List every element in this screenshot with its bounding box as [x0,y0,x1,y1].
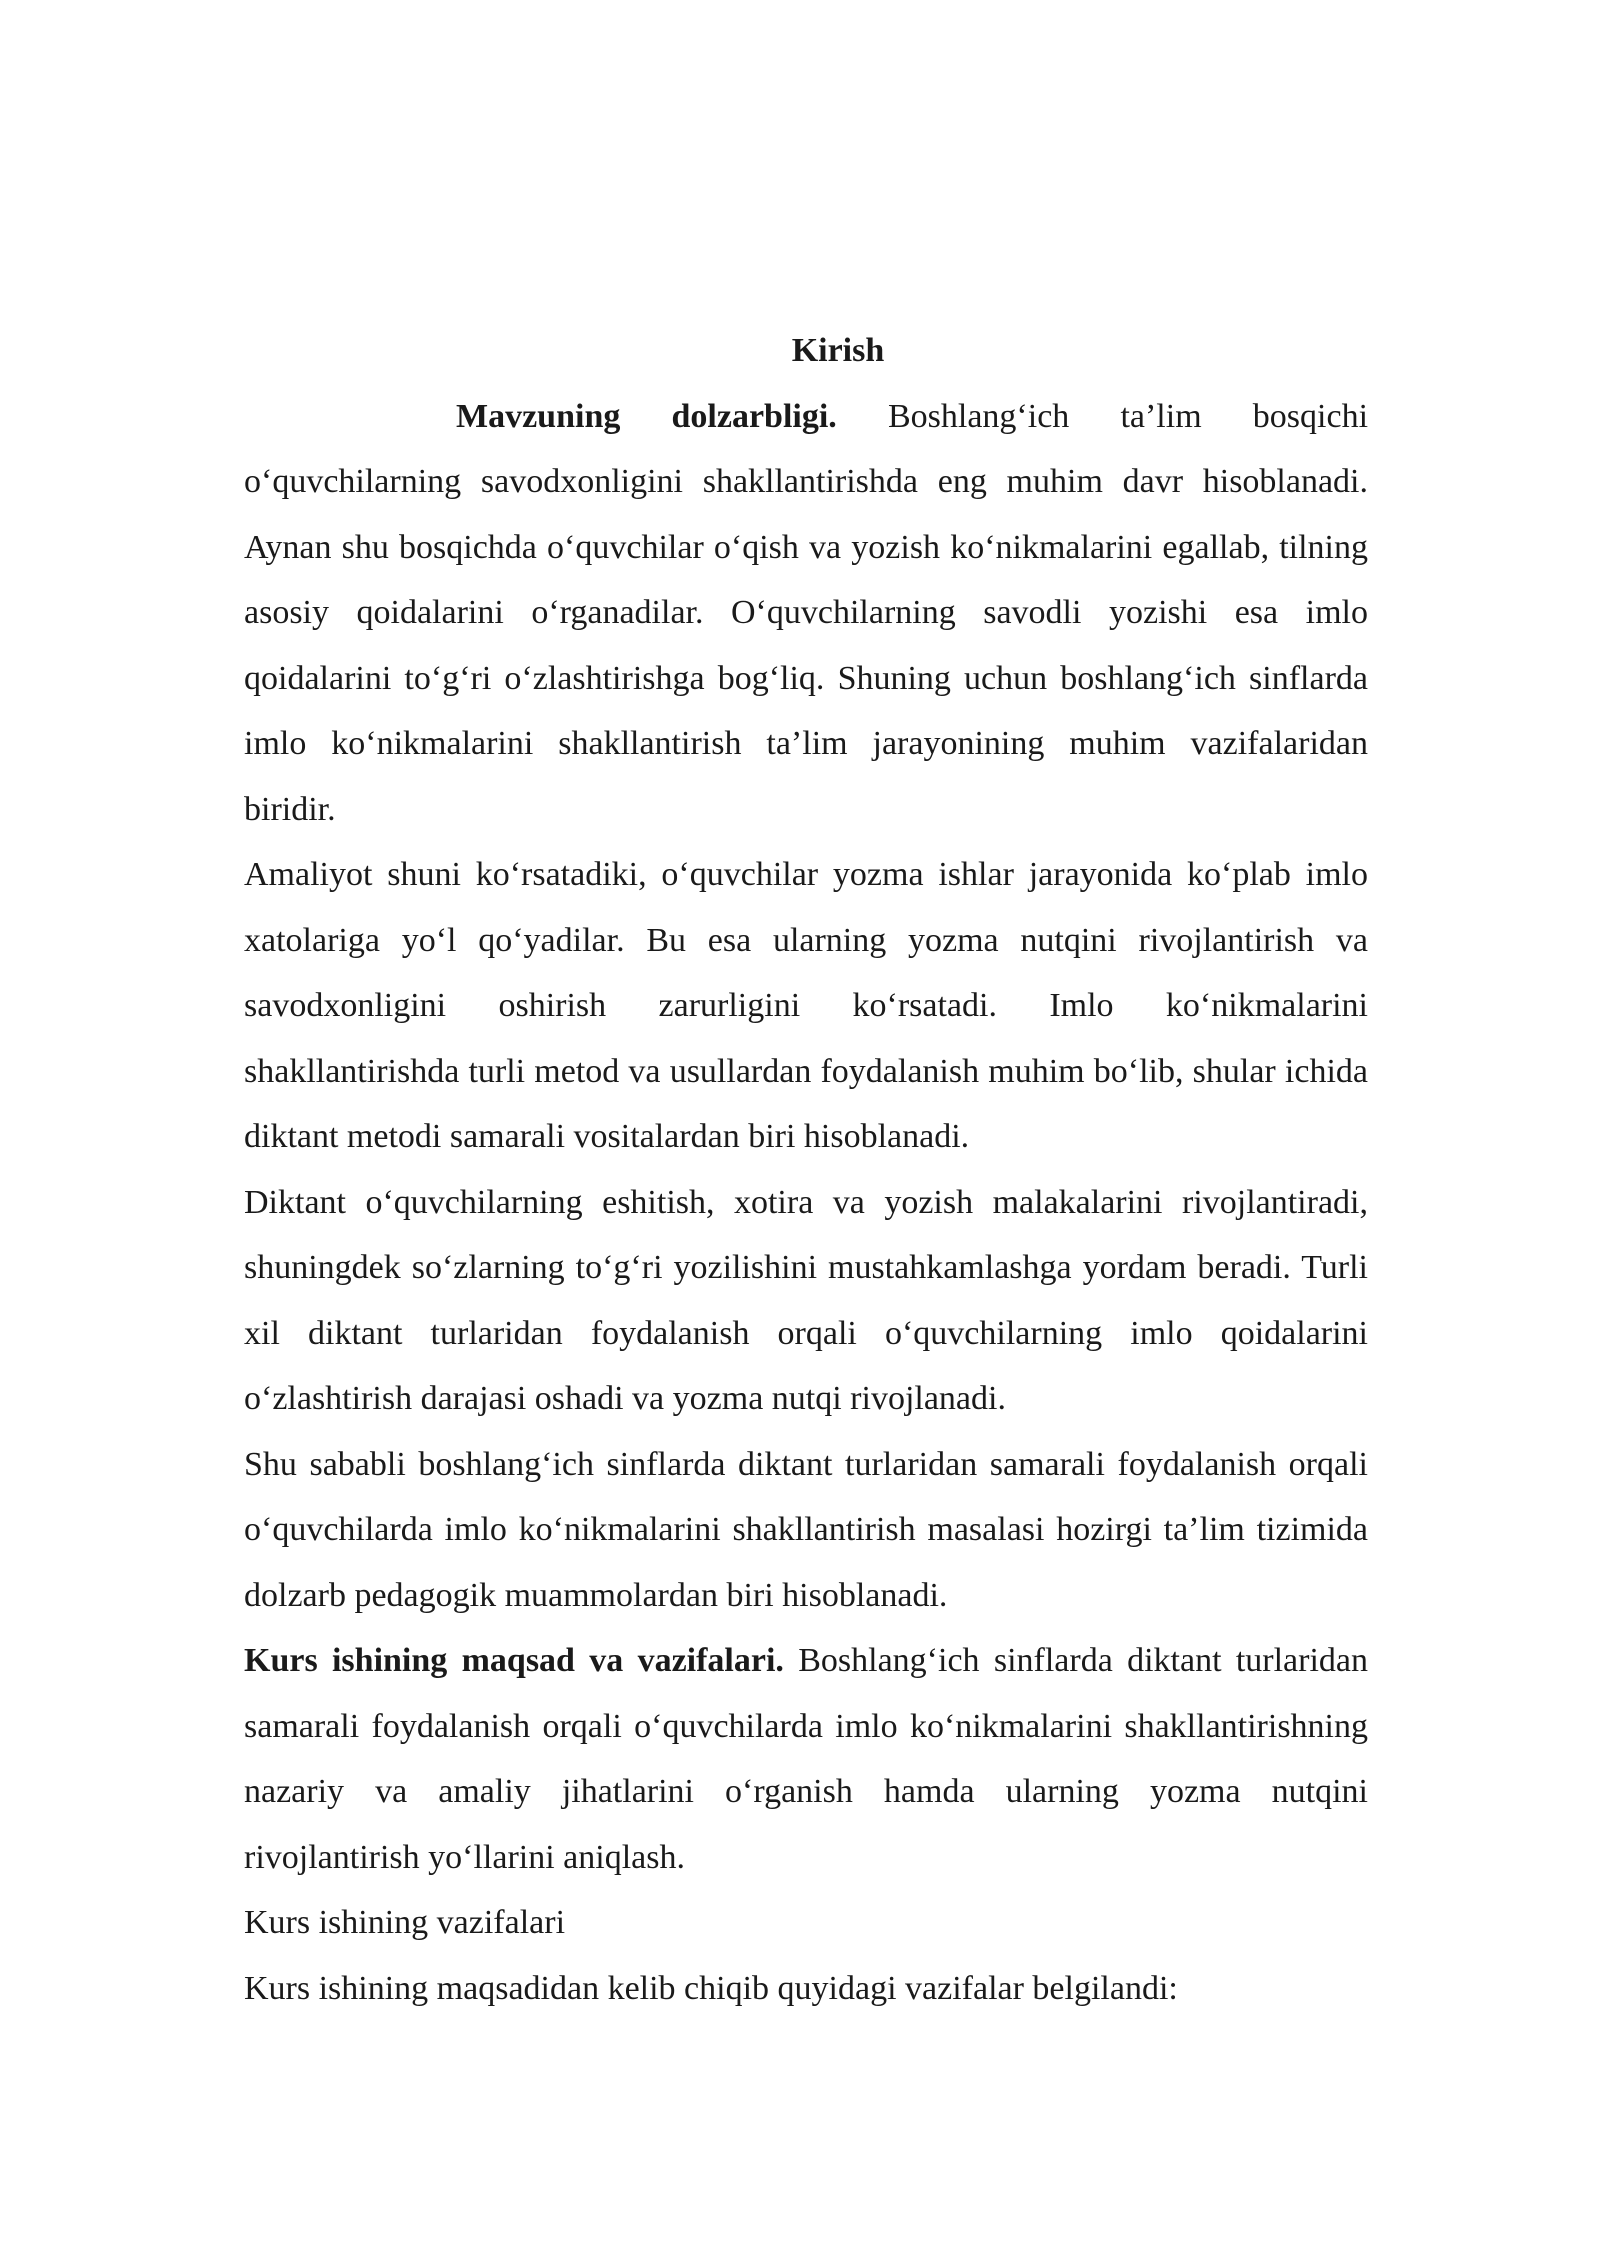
document-title: Kirish [791,332,885,369]
goals-heading: Kurs ishining maqsad va vazifalari. [244,1642,784,1679]
tasks-heading: Kurs ishining vazifalari [244,1904,566,1941]
tasks-intro: Kurs ishining maqsadidan kelib chiqib quyidagi vazifalar belgilandi: [244,1969,1178,2007]
practice-paragraph: Amaliyot shuni ko‘rsatadiki, o‘quvchilar yozma ishlar jarayonida ko‘plab imlo xatolariga yo‘l qo‘yadilar. Bu esa ularning yozma nutqini rivojlantirish va savodxonligini oshirish zarurligini ko‘rsatadi. Imlo ko‘nikmalarini shakllantirishda turli metod va usullardan foydalanish muhim bo‘lib, shular ichida diktant metodi samarali vositalardan biri hisoblanadi. [244,856,1368,1155]
goals-text: Boshlang‘ich sinflarda diktant turlaridan samarali foydalanish orqali o‘quvchilarda imlo ko‘nikmalarini shakllantirishning nazariy va amaliy jihatlarini o‘rganish hamda ularning yozma nutqini rivojlantirish yo‘llarini aniqlash. [244,1642,1368,1876]
relevance-text: Boshlang‘ich ta’lim bosqichi o‘quvchilarning savodxonligini shakllantirishda eng muhim davr hisoblanadi. Aynan shu bosqichda o‘quvchilar o‘qish va yozish ko‘nikmalarini egallab, tilning asosiy qoidalarini o‘rganadilar. O‘quvchilarning savodli yozishi esa imlo qoidalarini to‘g‘ri o‘zlashtirishga bog‘liq. Shuning uchun boshlang‘ich sinflarda imlo ko‘nikmalarini shakllantirish ta’lim jarayonining muhim vazifalaridan biridir. [244,397,1369,828]
goals-paragraph [244,1628,1368,1890]
dictation-paragraph: Diktant o‘quvchilarning eshitish, xotira va yozish malakalarini rivojlantiradi, shuningdek so‘zlarning to‘g‘ri yozilishini mustahkamlashga yordam beradi. Turli xil diktant turlaridan foydalanish orqali o‘quvchilarning imlo qoidalarini o‘zlashtirish darajasi oshadi va yozma nutqi rivojlanadi. [244,1183,1368,1417]
document-body [244,318,1368,2021]
conclusion-paragraph: Shu sababli boshlang‘ich sinflarda diktant turlaridan samarali foydalanish orqali o‘quvchilarda imlo ko‘nikmalarini shakllantirish masalasi hozirgi ta’lim tizimida dolzarb pedagogik muammolardan biri hisoblanadi. [244,1445,1368,1614]
relevance-paragraph [244,384,1368,843]
relevance-heading: Mavzuning dolzarbligi. [456,397,837,435]
